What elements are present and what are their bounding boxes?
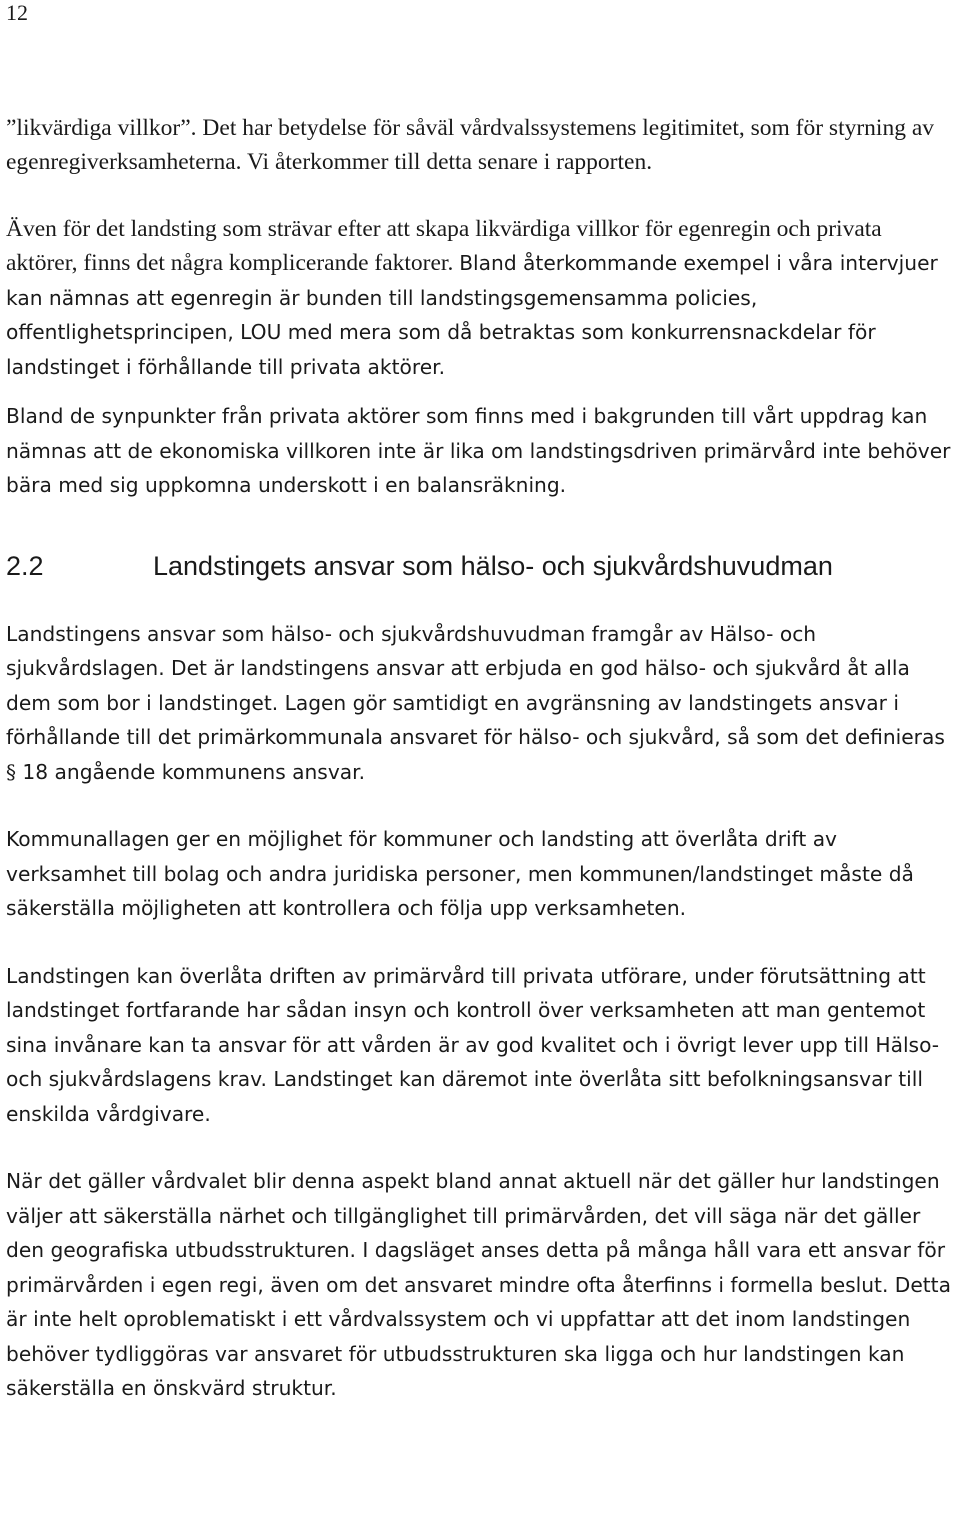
paragraph-vardval: När det gäller vårdvalet blir denna aspekt bland annat aktuell när det gäller hur landstingen väljer att säkerställa närhet och tillgänglighet till primärvården, det vill säga när det gäller den geografiska utbudsstrukturen. I dagsläget anses detta på många håll vara ett ansvar för primärvården i egen regi, även om det ansvaret mindre ofta återfinns i formella beslut. Detta är inte helt oproblematiskt i ett vårdvalssystem och vi uppfattar att det inom landstingen behöver tydliggöras var ansvaret för utbudsstrukturen ska ligga och hur landstingen kan säkerställa en önskvärd struktur.: [6, 1169, 951, 1400]
section-title: Landstingets ansvar som hälso- och sjukvårdshuvudman: [153, 550, 833, 581]
paragraph-viewpoints: Bland de synpunkter från privata aktörer som finns med i bakgrunden till vårt uppdrag kan nämnas att de ekonomiska villkoren inte är lika om landstingsdriven primärvård inte behöver bära med sig uppkomna underskott i en balansräkning.: [6, 404, 951, 497]
paragraph-complications: [6, 212, 956, 384]
paragraph-kommunallagen: Kommunallagen ger en möjlighet för kommuner och landsting att överlåta drift av verksamhet till bolag och andra juridiska personer, men kommunen/landstinget måste då säkerställa möjligheten att kontrollera och följa upp verksamheten.: [6, 827, 914, 920]
section-sign-glyph: §: [6, 759, 16, 784]
paragraph-continuation: ”likvärdiga villkor”. Det har betydelse för såväl vårdvalssystemens legitimitet, som för styrning av egenregiverksamheterna. Vi återkommer till detta senare i rapporten.: [6, 115, 935, 175]
paragraph-responsibility-text: Landstingens ansvar som hälso- och sjukvårdshuvudman framgår av Hälso- och sjukvårdslagen. Det är landstingens ansvar att erbjuda en god hälso- och sjukvård åt alla dem som bor i landstinget. Lagen gör samtidigt en avgränsning av landstingets ansvar i förhållande till det primärkommunala ansvaret för hälso- och sjukvård, så som det definieras: [6, 621, 945, 749]
page-number: 12: [6, 0, 28, 25]
paragraph-transfer: Landstingen kan överlåta driften av primärvård till privata utförare, under förutsättning att landstinget fortfarande har sådan insyn och kontroll över verksamheten att man gentemot sina invånare kan ta ansvar för att vården är av god kvalitet och i övrigt lever upp till Hälso- och sjukvårdslagens krav. Landstinget kan däremot inte överlåta sitt befolkningsansvar till enskilda vårdgivare.: [6, 963, 940, 1126]
document-body: [6, 111, 956, 1406]
section-heading: [6, 548, 956, 584]
paragraph-responsibility-end: 18 angående kommunens ansvar.: [22, 759, 365, 784]
paragraph-complications-serif: Även för det landsting som strävar efter att skapa likvärdiga villkor för egenregin och privata aktörer, finns det några komplicerande faktorer.: [6, 216, 882, 276]
section-number: 2.2: [6, 550, 44, 581]
paragraph-responsibility: [6, 617, 956, 790]
paragraph-complications-sans: Bland återkommande exempel i våra intervjuer kan nämnas att egenregin är bunden till landstingsgemensamma policies, offentlighetsprincipen, LOU med mera som då betraktas som konkurrensnackdelar för landstinget i förhållande till privata aktörer.: [6, 251, 938, 379]
